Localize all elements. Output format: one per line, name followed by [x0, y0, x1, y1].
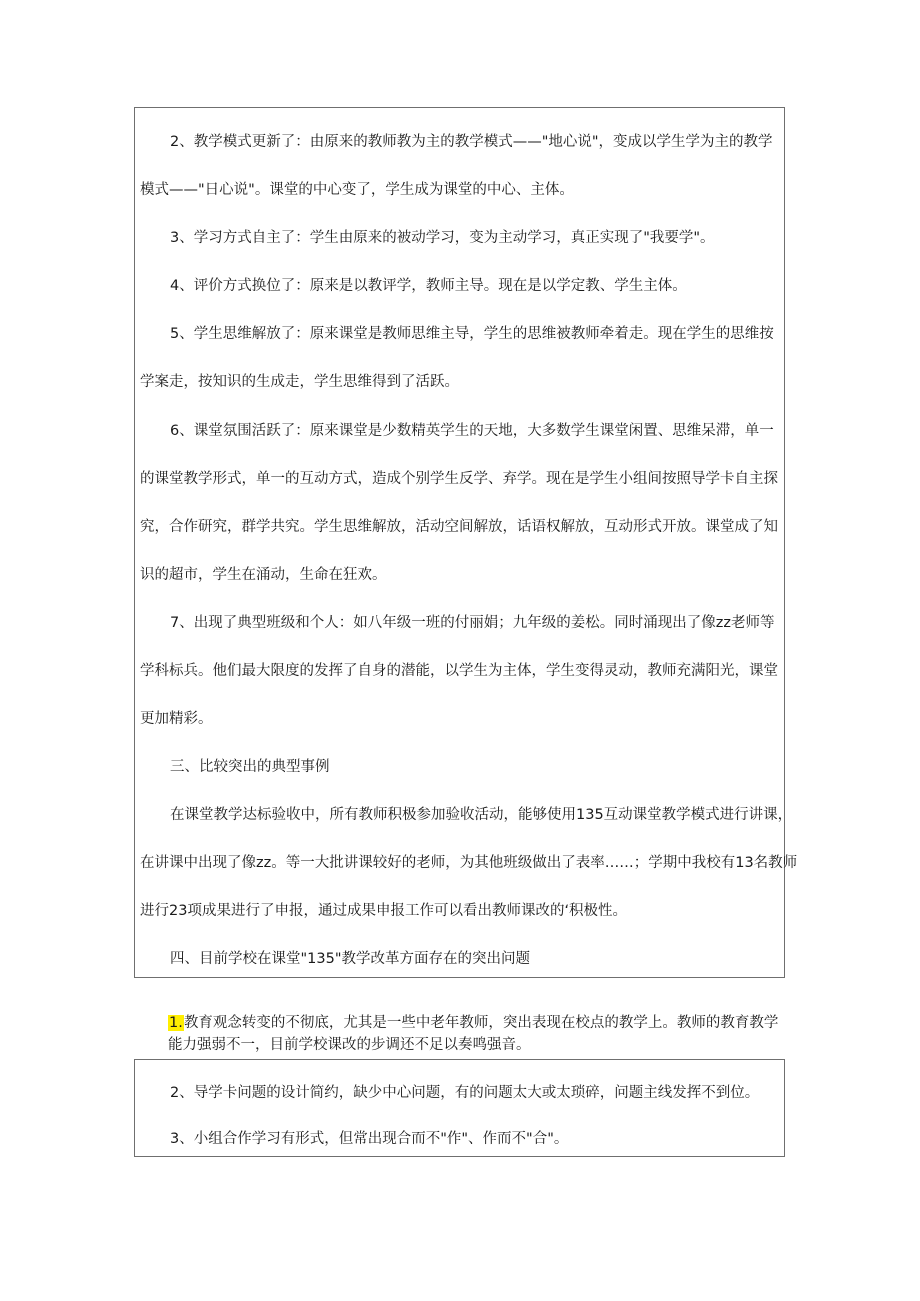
standalone-paragraph-line: [168, 1013, 778, 1033]
paragraph-line: 模式——"日心说"。课堂的中心变了，学生成为课堂的中心、主体。: [140, 182, 574, 198]
text-box-lower: [134, 1059, 785, 1157]
paragraph-line: 学科标兵。他们最大限度的发挥了自身的潜能，以学生为主体，学生变得灵动，教师充满阳光，课堂: [140, 663, 778, 679]
standalone-paragraph-line: 能力强弱不一，目前学校课改的步调还不足以奏鸣强音。: [168, 1037, 531, 1053]
paragraph-line: 7、出现了典型班级和个人：如八年级一班的付丽娟；九年级的姜松。同时涌现出了像zz老师等: [170, 615, 775, 631]
paragraph-line: 在课堂教学达标验收中，所有教师积极参加验收活动，能够使用135互动课堂教学模式进行讲课，: [170, 807, 793, 823]
section-heading: 四、目前学校在课堂"135"教学改革方面存在的突出问题: [170, 951, 531, 967]
paragraph-line: 5、学生思维解放了：原来课堂是教师思维主导，学生的思维被教师牵着走。现在学生的思维按: [170, 326, 774, 342]
text-box-upper: [134, 107, 798, 978]
paragraph-line: 3、小组合作学习有形式，但常出现合而不"作"、作而不"合"。: [170, 1131, 569, 1147]
paragraph-line: 2、导学卡问题的设计简约，缺少中心问题，有的问题太大或太琐碎，问题主线发挥不到位。: [170, 1085, 760, 1101]
standalone-text: 教育观念转变的不彻底，尤其是一些中老年教师，突出表现在校点的教学上。教师的教育教学: [183, 1015, 779, 1031]
paragraph-line: 6、课堂氛围活跃了：原来课堂是少数精英学生的天地，大多数学生课堂闲置、思维呆滞，单一: [170, 423, 774, 439]
paragraph-line: 进行23项成果进行了申报，通过成果申报工作可以看出教师课改的‘积极性。: [140, 903, 628, 919]
paragraph-line: 在讲课中出现了像zz。等一大批讲课较好的老师，为其他班级做出了表率……；学期中我校有13名教师: [140, 855, 798, 871]
section-heading: 三、比较突出的典型事例: [170, 759, 330, 775]
paragraph-line: 究，合作研究，群学共究。学生思维解放，活动空间解放，话语权解放，互动形式开放。课堂成了知: [140, 519, 778, 535]
paragraph-line: 的课堂教学形式，单一的互动方式，造成个别学生反学、弃学。现在是学生小组间按照导学卡自主探: [140, 471, 778, 487]
highlighted-number: 1.: [169, 1015, 183, 1031]
paragraph-line: 更加精彩。: [140, 711, 213, 727]
paragraph-line: 2、教学模式更新了：由原来的教师教为主的教学模式——"地心说"，变成以学生学为主的教学: [170, 134, 773, 150]
paragraph-line: 学案走，按知识的生成走，学生思维得到了活跃。: [140, 374, 459, 390]
paragraph-line: 4、评价方式换位了：原来是以教评学，教师主导。现在是以学定教、学生主体。: [170, 278, 687, 294]
paragraph-line: 3、学习方式自主了：学生由原来的被动学习，变为主动学习，真正实现了"我要学"。: [170, 230, 715, 246]
paragraph-line: 识的超市，学生在涌动，生命在狂欢。: [140, 567, 387, 583]
